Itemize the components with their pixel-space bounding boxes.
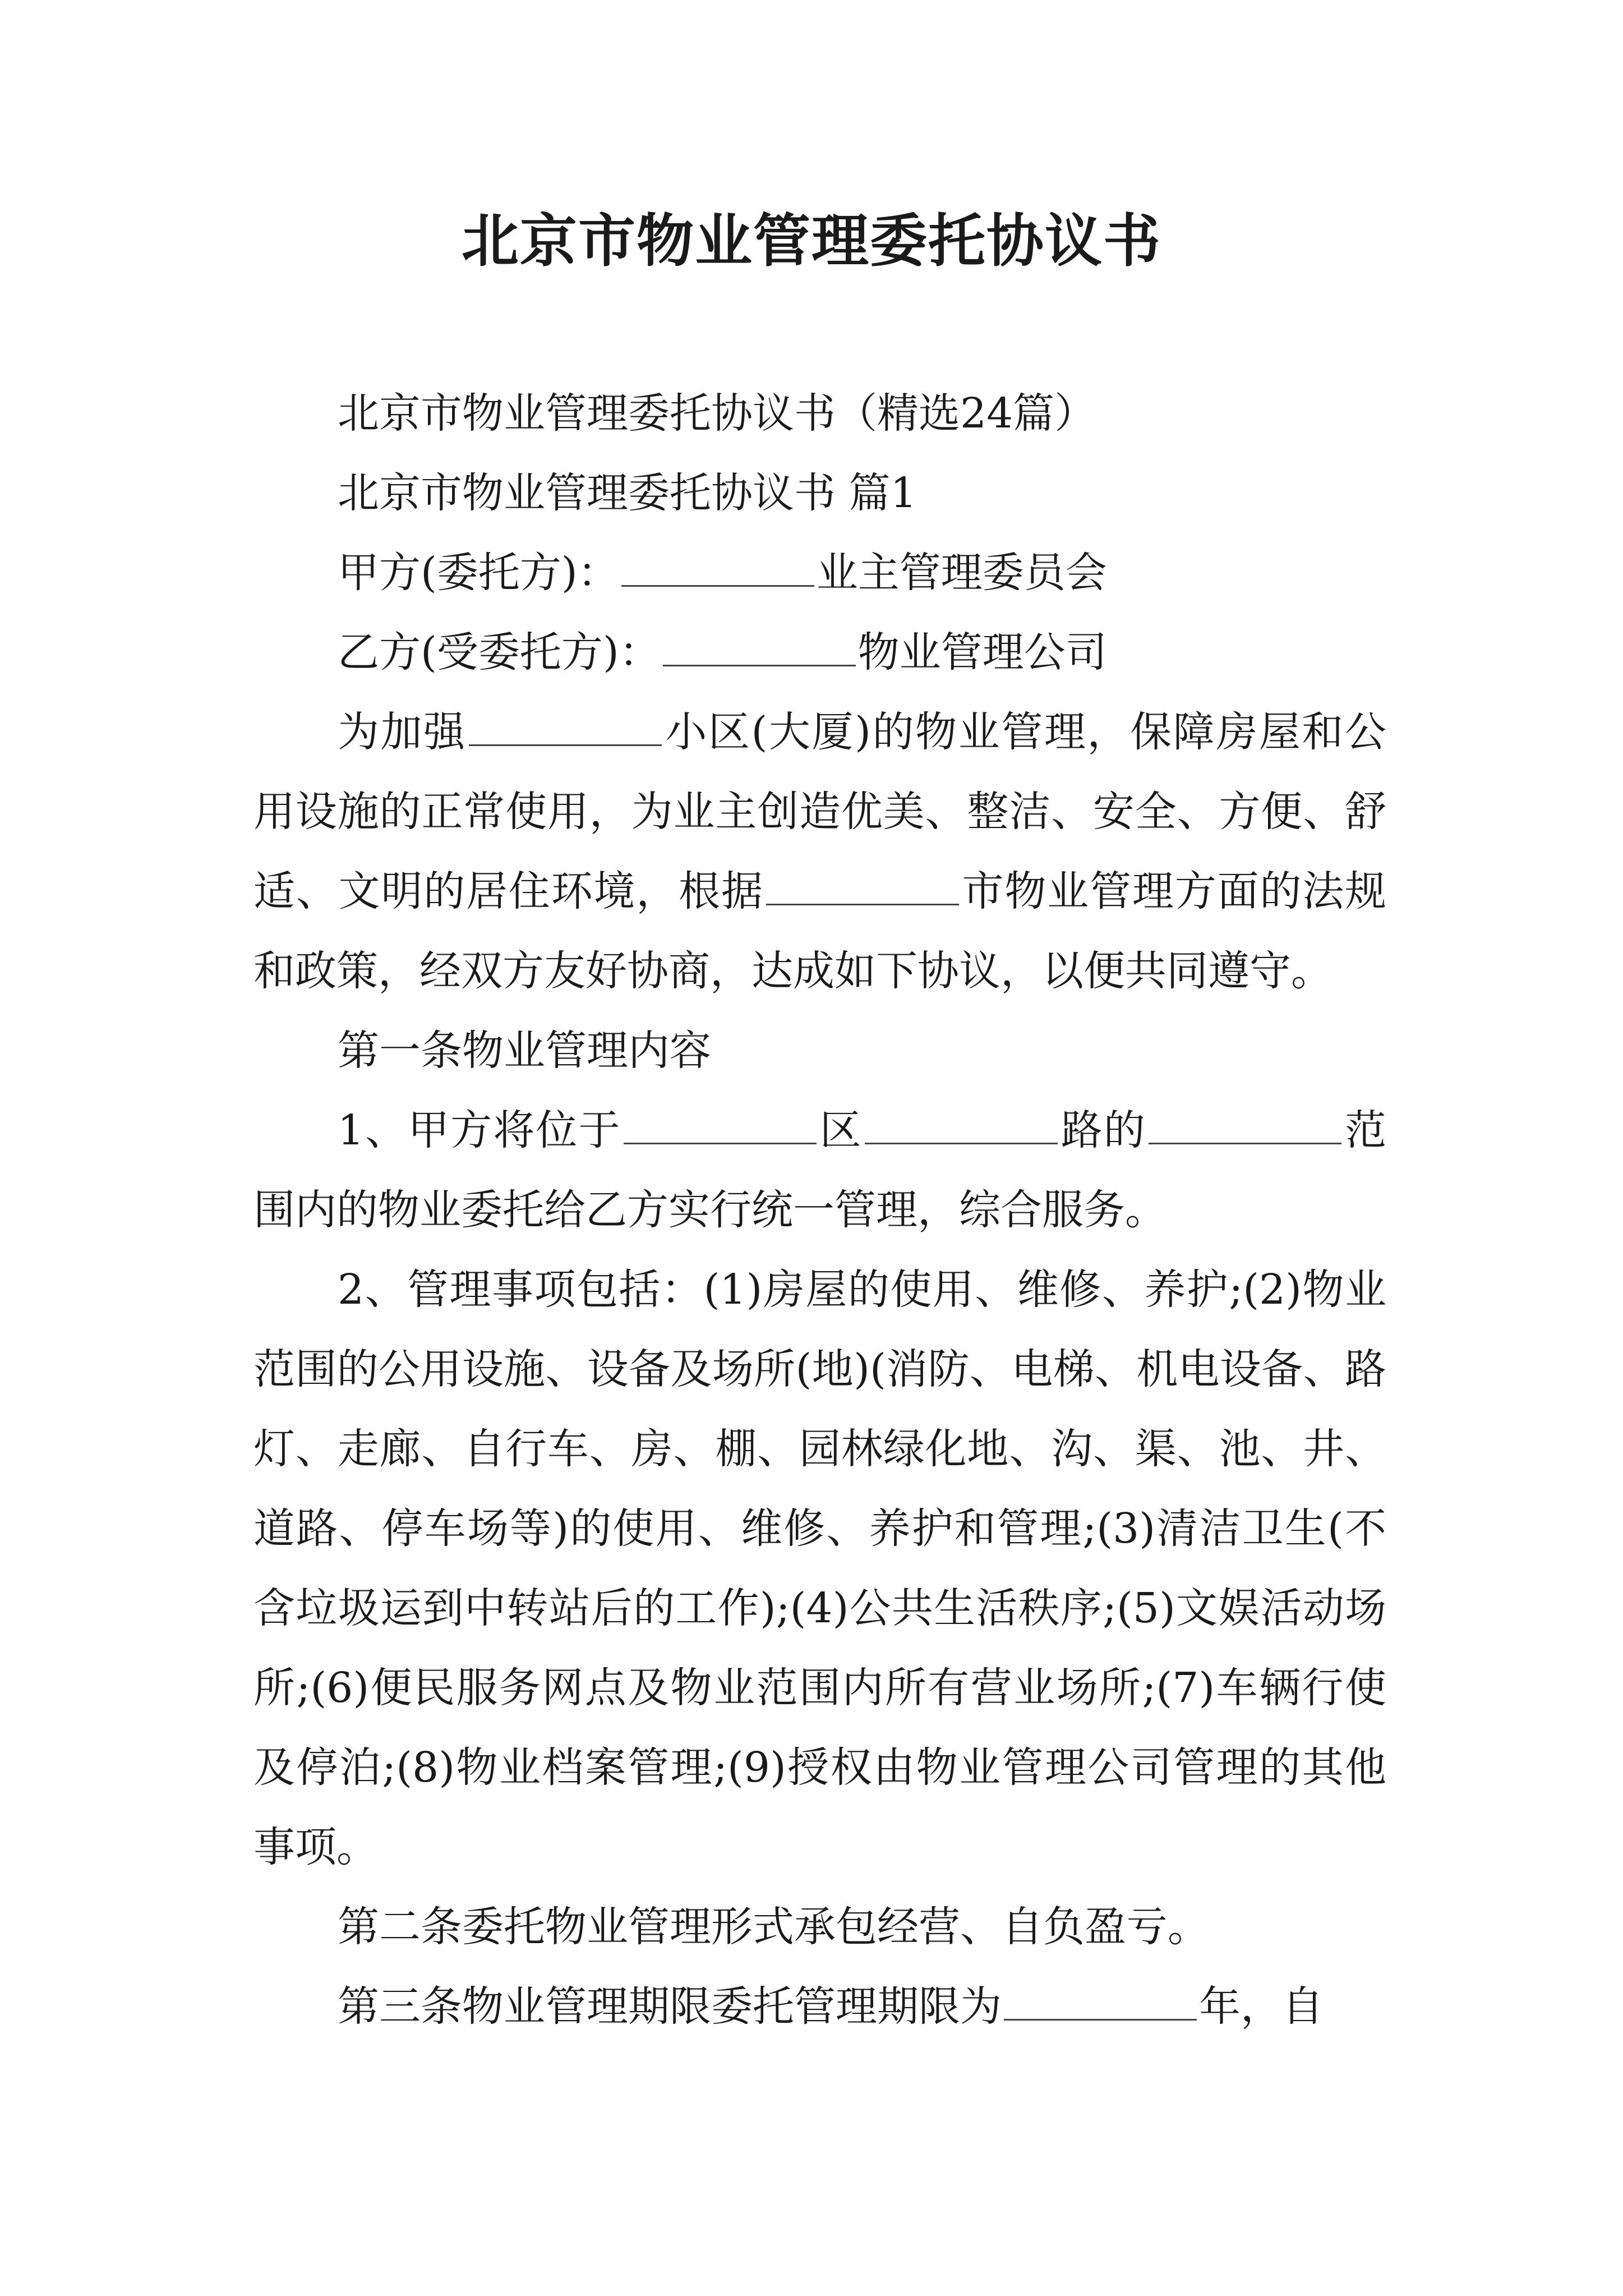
fill-in-blank — [469, 711, 662, 746]
document-title: 北京市物业管理委托协议书 — [462, 208, 1161, 275]
paragraph-section-heading: 北京市物业管理委托协议书 篇1 — [338, 469, 917, 517]
fill-in-blank — [621, 551, 814, 587]
paragraph-article-3: 第三条物业管理期限委托管理期限为 年，自 — [338, 1982, 1324, 2031]
paragraph-article-1-item-2: 2、管理事项包括：(1)房屋的使用、维修、养护;(2)物业范围的公用设施、设备及场所(地)(消防、电梯、机电设备、路灯、走廊、自行车、房、棚、园林绿化地、沟、渠、池、井、道路、停车场等)的使用、维修、养护和管理;(3)清洁卫生(不含垃圾运到中转站后的工作);(4)公共生活秩序;(5)文娱活动场所;(6)便民服务网点及物业范围内所有营业场所;(7)车辆行使及停泊;(8)物业档案管理;(9)授权由物业管理公司管理的其他事项。 — [253, 1266, 1386, 1871]
fill-in-blank — [766, 870, 959, 905]
fill-in-blank — [1004, 1985, 1197, 2021]
paragraph-preamble: 为加强 小区(大厦)的物业管理，保障房屋和公用设施的正常使用，为业主创造优美、整洁、安全、方便、舒适、文明的居住环境，根据 市物业管理方面的法规和政策，经双方友好协商，达成如下协议，以便共同遵守。 — [253, 708, 1387, 995]
document-body — [253, 374, 1386, 2046]
paragraph-party-b: 乙方(受委托方)： 物业管理公司 — [338, 628, 1107, 677]
fill-in-blank — [624, 1109, 817, 1144]
fill-in-blank — [663, 631, 856, 666]
fill-in-blank — [865, 1109, 1058, 1144]
paragraph-article-1-heading: 第一条物业管理内容 — [338, 1027, 711, 1075]
paragraph-subtitle: 北京市物业管理委托协议书（精选24篇） — [338, 389, 1096, 438]
paragraph-party-a: 甲方(委托方)： 业主管理委员会 — [338, 549, 1107, 597]
paragraph-article-2: 第二条委托物业管理形式承包经营、自负盈亏。 — [338, 1903, 1209, 1951]
fill-in-blank — [1149, 1109, 1341, 1144]
paragraph-article-1-item-1: 1、甲方将位于 区 路的 范围内的物业委托给乙方实行统一管理，综合服务。 — [253, 1106, 1387, 1234]
